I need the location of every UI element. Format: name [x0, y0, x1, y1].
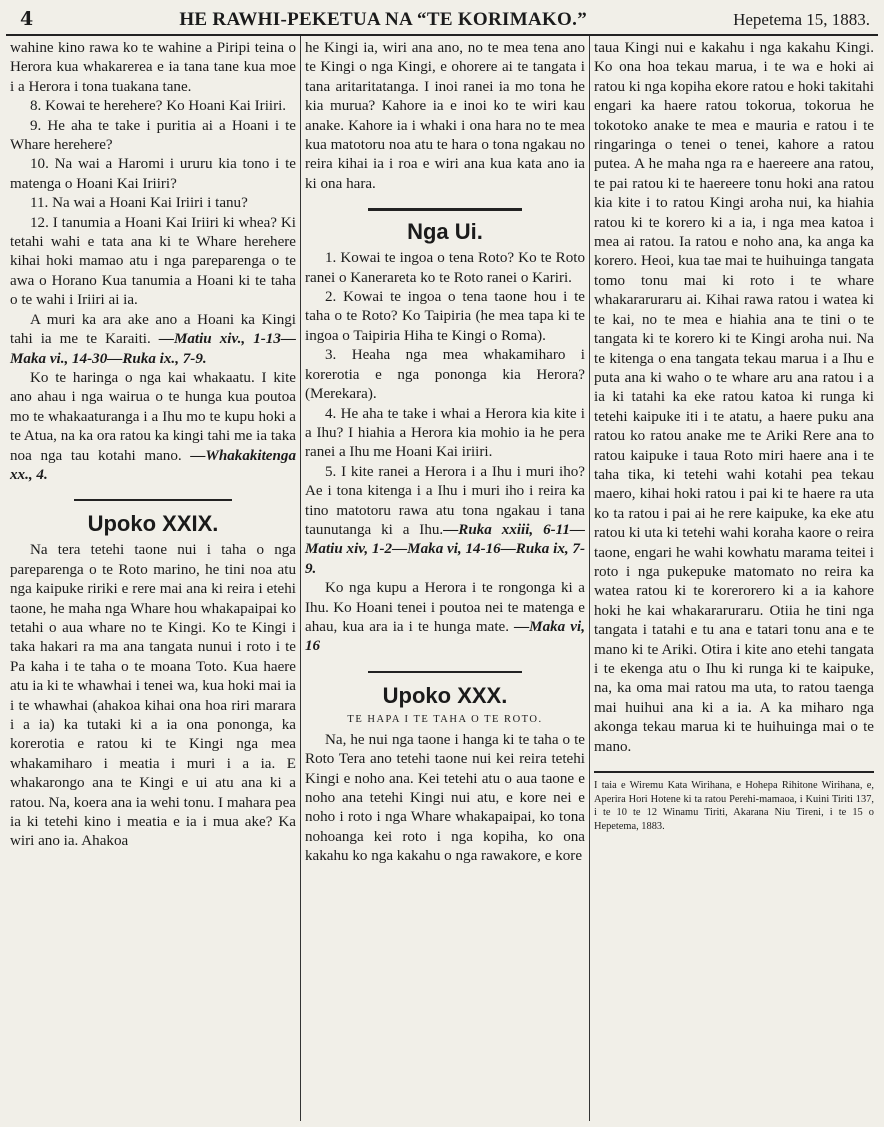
- column-2: [301, 36, 590, 1121]
- paragraph: Na, he nui nga taone i hanga ki te taha o te Roto Tera ano tetehi taone nui kei reira tetehi Kingi e noho ana. Kei tetehi atu o aua taone e noho ana tetehi Kingi nui atu, e kore nei e noho i roto i nga Whare whakapaipai, ko tona nohoanga kei roto i nga kopiha, ko ona kakahu ko nga kakahu o nga rawakore, e kore: [305, 731, 585, 865]
- question-8: 8. Kowai te herehere? Ko Hoani Kai Iriiri.: [30, 98, 287, 115]
- printer-imprint: I taia e Wiremu Kata Wirihana, e Hohepa Rihitone Wirihana, e, Aperira Hori Hotene ki ta ratou Perehi-mamaoa, i Kuini Tiriti 137, i te 10 te 12 Winamu Tiriti, Akarana Niu Tireni, i te 15 o Hepetema, 1883.: [594, 771, 874, 833]
- paragraph: wahine kino rawa ko te wahine a Piripi teina o Herora kua whakarerea e ia tana tane kua moe i a Herora i tona tuakana tane.: [10, 40, 296, 95]
- chapter-subheading: TE HAPA I TE TAHA O TE ROTO.: [347, 713, 543, 725]
- chapter-heading: Upoko XXX.: [382, 682, 508, 708]
- scripture-reference: —Matiu xiv., 1-13—Maka vi., 14-30—Ruka ix., 7-9.: [10, 331, 296, 367]
- question-4: 4. He aha te take i whai a Herora kia kite i a Ihu? I hiahia a Herora kia mohio ia he pera ranei a Ihu me Hoani Kai iriiri.: [305, 405, 585, 461]
- paragraph-text: Ko nga kupu a Herora i te rongonga ki a Ihu. Ko Hoani tenei i poutoa nei te matenga e ahau, kua ara ia i te hunga mate.: [305, 580, 585, 635]
- questions-heading: Nga Ui.: [407, 219, 483, 245]
- paragraph: taua Kingi nui e kakahu i nga kakahu Kingi. Ko ona hoa tekau marua, i te wa e hoki ai ratou ki nga kopiha ekore ratou e hoki takitahi engari ka haere ratou tokorua, tokorua he tokotoko anake te mea e mauria e ratou i te ringaringa o tenei o tenei, kahore a ratou putea. A he maha nga ra e haereere ana ratou, te pai ratou ki te haereere tonu hoki ana ratou kia kite i to ratou Kingi aroha nui, ka hiahia ratou ki te korero ki a ia, i nga mea katoa i mea ai ratou. Ia ratou e noho ana, ka anga ka korero. Heoi, kua tae mai te huihuinga tangata tomo tonu mai ki roto i te whare whakararuraru ai. Kihai rawa ratou i watea ki te kai, no te mea e hiahia ana te tini o te tangata ki te korero ki te Kingi aroha nui. Na te kitenga o ena tangata tekau marua i a Ihu e puta ana ki waho o te whare aru ana ratou i a ia ki tatahi ka eke ratou katoa ki runga ki tetehi kaipuke iti i te atatu, a haere puku ana ratou ko ratou anake me te Ariki Rere ana to ratou kaipuke i taua Roto miri haere ana i te taha tika, ki tetehi wahi kotahi pea tekau maero, kihai hoki ratou i pai ki te haere ra uta ko ta ratou i pai ai he rere kaipuke, ka eke atu ratou ki uta ki tetehi wahi koraha kaore o reira taone, engari he wahi kowhatu marama teitei i roto i nga pukepuke matomato no reira ka watea ratou ki te korerorero ki a ia kahore hoki he kai whakararuraru. Otiia he tini nga tangata i tatahi e tu ana e tatari tonu ana e te mano ki te Ariki. Otira i kite ano etehi tangata i te ekenga atu o Ihu ki runga ki te kaipuke, na, ka oma mai ratou ma uta, to ratou taenga mai huihui ana ki a ia. A ka miharo nga akonga tekau marua ki te huihuinga mai o te mano.: [594, 40, 874, 755]
- page-number: 4: [20, 8, 34, 30]
- question-5: [305, 463, 585, 579]
- columns: [6, 36, 878, 1121]
- question-3: 3. Heaha nga mea whakamiharo i korerotia e nga pononga kia Herora? (Merekara).: [305, 347, 585, 403]
- paragraph-reference: [10, 311, 296, 369]
- question-10: 10. Na wai a Haromi i ururu kia tono i te matenga o Hoani Kai Iriiri?: [10, 156, 296, 192]
- question-12: 12. I tanumia a Hoani Kai Iriiri ki whea? Ki tetahi wahi e tata ana ki te Whare herehere kihai hoki mamao atu i nga pareparenga o te awa o Horano Kua tanumia a Hoani ki te taha o te wahi i Iriiri ai ia.: [10, 214, 296, 309]
- column-3: [590, 36, 878, 1121]
- scripture-reference: —Ruka xxiii, 6-11—Matiu xiv, 1-2—Maka vi, 14-16—Ruka ix, 7-9.: [305, 521, 585, 577]
- paragraph-text: A muri ka ara ake ano a Hoani ka Kingi tahi ia me te Karaiti.: [10, 311, 296, 348]
- paragraph-reference: [305, 579, 585, 657]
- paragraph: he Kingi ia, wiri ana ano, no te mea tena ano te Kingi o nga Kingi, e ohorere ai te tangata i tana aritaritatanga. I inoi ranei ia mo tona he kia murua? Kahore ia e inoi ko te wiri kau anake. Kahore ia i whaki i ona hara no te mea kua matotoru noa atu te hara o tona ngakau no reira kihai ia i roa e wiri ana kua kata ano ia ki ona hara.: [305, 40, 585, 192]
- section-divider: [368, 208, 522, 211]
- column-1: [6, 36, 301, 1121]
- newspaper-title: HE RAWHI-PEKETUA NA “TE KORIMAKO.”: [179, 9, 587, 30]
- section-divider: [74, 499, 231, 501]
- question-11: 11. Na wai a Hoani Kai Iriiri i tanu?: [30, 195, 248, 212]
- paragraph-text: Ko te haringa o nga kai whakaatu. I kite ano ahau i nga wairua o te hunga kua poutoa mo te whakaaturanga i a Ihu mo te kupu hoki a te Atua, na ka ora ratou ka kingi tahi me ia taka noa nga tau kotahi mano.: [10, 369, 296, 464]
- section-divider: [368, 671, 522, 673]
- masthead: [6, 8, 878, 36]
- question-9: 9. He aha te take i puritia ai a Hoani i te Whare herehere?: [10, 117, 296, 154]
- paragraph-text: 5. I kite ranei a Herora i a Ihu i muri iho? Ae i tona kitenga i a Ihu i muri iho i reira ka tino matotoru rawa atu tona ngakau i tana taunutanga ki a Ihu.: [305, 463, 585, 538]
- question-1: 1. Kowai te ingoa o tena Roto? Ko te Roto ranei o Kanerareta ko te Roto ranei o Kariri.: [305, 250, 585, 286]
- scripture-reference: —Whakakitenga xx., 4.: [10, 447, 296, 483]
- question-2: 2. Kowai te ingoa o tena taone hou i te taha o te Roto? Ko Taipiria (he mea tapa ki te ingoa o Taipiria Hiha te Kingi o Roma).: [305, 289, 585, 344]
- scripture-reference: —Maka vi, 16: [305, 618, 585, 655]
- chapter-heading: Upoko XXIX.: [87, 511, 219, 537]
- issue-date: Hepetema 15, 1883.: [733, 10, 870, 29]
- paragraph: Na tera tetehi taone nui i taha o nga pareparenga o te Roto marino, he tini noa atu nga kaipuke ririki e rere mai ana ki reira i etehi taone, he maha nga Whare hou whakapaipai ko tetahi o aua whare no te Kingi. Ko te Kingi i taka hakari ra ma ana tangata nunui i roto i te Pa kaha i te taha o te moana Toto. Kua haere atu ia ki te whawhai i tenei wa, kua hoki mai ia i te whawhai (ahakoa kihai ona hoa riri marara i a ia) ka tutaki ki a ia ona pononga, ka korerotia e ratou ki te Kingi nga mea whakamiharo i meatia i muri i a ia. E whakarongo ana te Kingi e ui atu ana ki a ratou. Na, koera ana ia wehi tonu. I mahara pea ia ki tetehi kino i meatia e ia i mua ake? Ka wiri ano ia. Ahakoa: [10, 542, 296, 850]
- paragraph-reference: [10, 369, 296, 485]
